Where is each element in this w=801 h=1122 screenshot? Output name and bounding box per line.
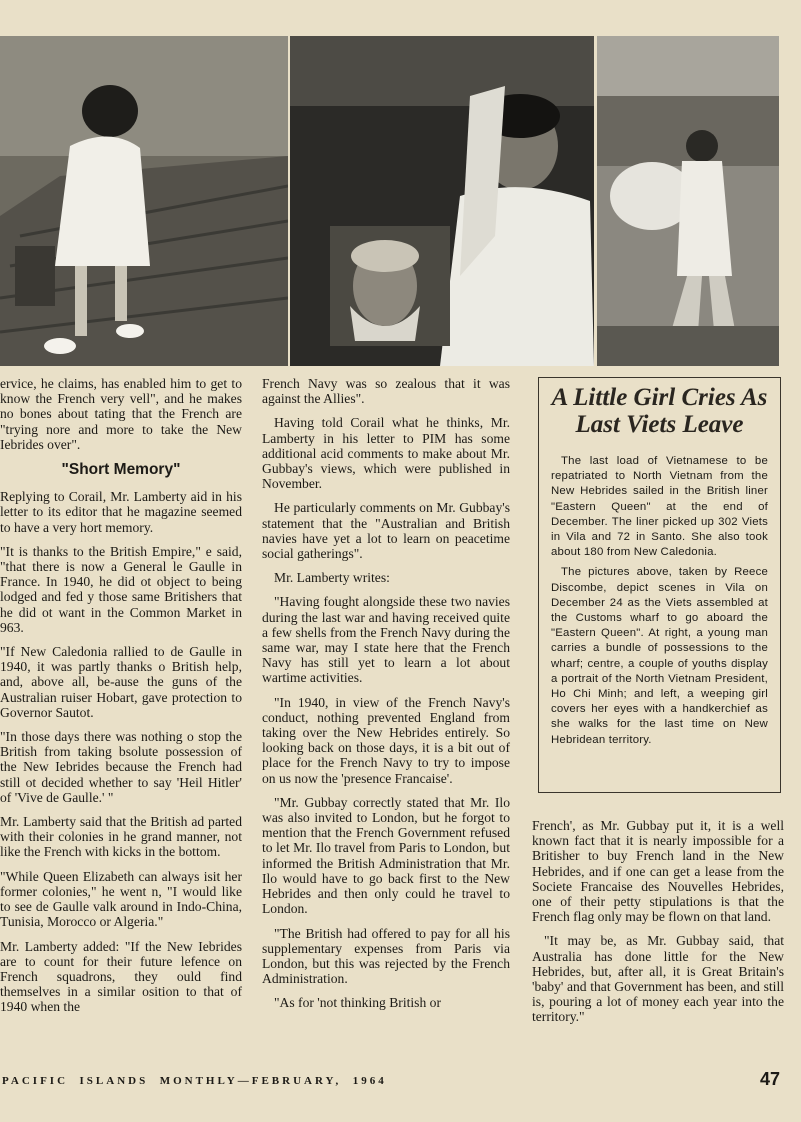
photo-youths-portrait	[290, 36, 594, 366]
photo-girl-handkerchief	[0, 36, 288, 366]
page-number: 47	[760, 1069, 781, 1089]
column-1	[0, 376, 242, 1024]
sidebar-paragraph: The last load of Vietnamese to be repatriated to North Vietnam from the New Hebrides sailed in the British liner "Eastern Queen" at the end of December. The liner picked up 302 Viets in Vila and 72 in Santo. She also took about 180 from New Caledonia.	[551, 455, 768, 559]
subheading-short-memory: "Short Memory"	[61, 461, 181, 479]
col2-paragraph: "As for 'not thinking British or	[274, 995, 441, 1011]
sidebar-story-box	[538, 377, 781, 793]
col1-paragraph: Mr. Lamberty said that the British ad parted with their colonies in he grand manner, not like the French with kicks in the bottom.	[0, 814, 242, 860]
col2-paragraph: He particularly comments on Mr. Gubbay's statement that the "Australian and British navies have yet a lot to learn on peacetime social gatherings".	[262, 500, 510, 562]
column-2	[262, 376, 510, 1020]
col2-paragraph: "Mr. Gubbay correctly stated that Mr. Ilo was also invited to London, but he forgot to mention that the French Government refused to let Mr. Ilo travel from Paris to London, but informed the British Administration that Mr. Ilo would have to go back first to the New Hebrides and then only could he travel to London.	[262, 794, 510, 917]
col2-paragraph: French Navy was so zealous that it was against the Allies".	[262, 376, 510, 407]
col1-paragraph: ervice, he claims, has enabled him to get to know the French very vell", and he makes no bones about tating that the French are "trying nore and more to take the New Iebrides over".	[0, 376, 242, 452]
col3-paragraph: "It may be, as Mr. Gubbay said, that Australia has done little for the New Hebrides, but, after all, it is Great Britain's 'baby' and that Government has been, and still is, pouring a lot of money each year into the territory."	[532, 933, 784, 1025]
sidebar-headline: A Little Girl Cries As Last Viets Leave	[551, 384, 768, 438]
running-head: PACIFIC ISLANDS MONTHLY—FEBRUARY, 1964	[2, 1075, 387, 1087]
col2-paragraph: "In 1940, in view of the French Navy's conduct, nothing prevented England from taking over the New Hebrides entirely. So looking back on those days, it is a bit out of place for the French Navy to try to impose on us now the 'presence Francaise'.	[262, 694, 510, 786]
sidebar-paragraph: The pictures above, taken by Reece Discombe, depict scenes in Vila on December 24 as the Viets assembled at the Customs wharf to go aboard the "Eastern Queen". At right, a young man carries a bundle of possessions to the wharf; centre, a couple of youths display a portrait of the North Vietnam President, Ho Chi Minh; and left, a weeping girl covers her eyes with a handkerchief as she walks for the last time on New Hebridean territory.	[551, 566, 768, 746]
col2-paragraph: Having told Corail what he thinks, Mr. Lamberty in his letter to PIM has some additional acid comments to make about Mr. Gubbay's views, which were published in November.	[262, 415, 510, 492]
column-3	[532, 818, 784, 1034]
photo-man-carrying-bundle	[597, 36, 779, 366]
col1-paragraph: "In those days there was nothing o stop the British from taking bsolute possession of the New Iebrides because the French had still ot decided whether to say 'Heil Hitler' of 'Vive de Gaulle.' "	[0, 729, 242, 805]
col1-paragraph: "If New Caledonia rallied to de Gaulle in 1940, it was partly thanks o British help, and, above all, be-ause the guns of the Australian ruiser Hobart, gave protection to Governor Sautot.	[0, 644, 242, 720]
col1-paragraph: "While Queen Elizabeth can always isit her former colonies," he went n, "I would like to see de Gaulle valk around in Indo-China, Tunisia, Morocco or Algeria."	[0, 868, 242, 930]
col3-paragraph: French', as Mr. Gubbay put it, it is a well known fact that it is nearly impossible for a Britisher to buy French land in the New Hebrides, and if one can get a lease from the Societe Francaise des Nouvelles Hebrides, one of their petty stipulations is that the French flag only may be flown on that land.	[532, 818, 784, 925]
col2-paragraph: Mr. Lamberty writes:	[274, 570, 390, 586]
page-footer	[0, 1071, 801, 1101]
col1-paragraph: "It is thanks to the British Empire," e said, "that there is now a General le Gaulle in France. In 1940, he did ot object to being lodged and fed y those same Britishers that he did ot want in the Common Market in 963.	[0, 543, 242, 635]
col2-paragraph: "Having fought alongside these two navies during the last war and having received quite a few shells from the French Navy during the same war, may I state here that the French Navy has still yet to learn a lot about wartime activities.	[262, 594, 510, 686]
col1-paragraph: Mr. Lamberty added: "If the New Iebrides are to count for their future lefence on French squadrons, they ould find themselves in a similar osition to that of 1940 when the	[0, 938, 242, 1015]
col1-paragraph: Replying to Corail, Mr. Lamberty aid in his letter to its editor that he magazine seemed to have a very hort memory.	[0, 489, 242, 535]
col2-paragraph: "The British had offered to pay for all his supplementary expenses from Paris via London, but this was rejected by the French Administration.	[262, 925, 510, 987]
